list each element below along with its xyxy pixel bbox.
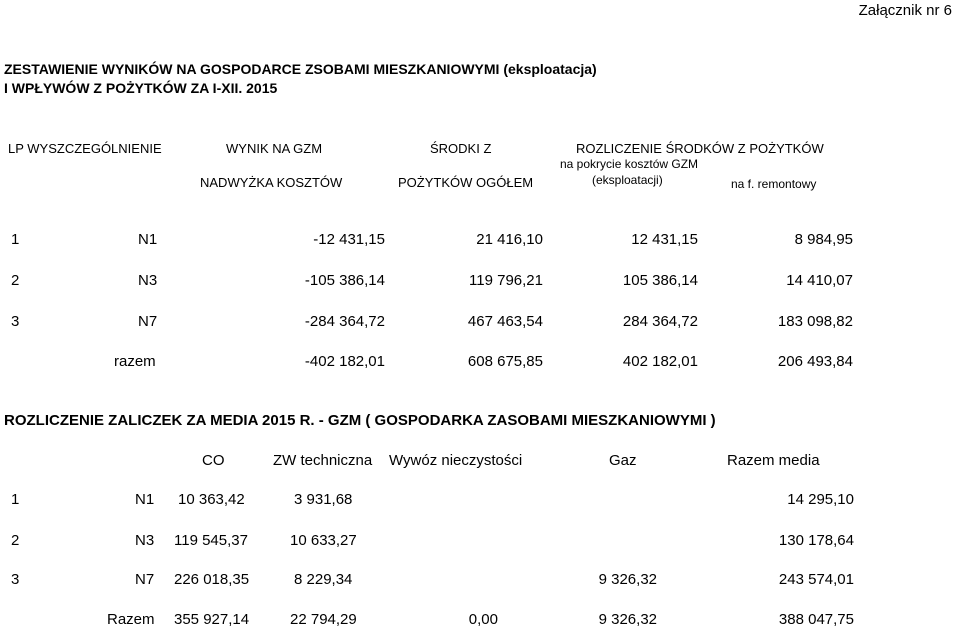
total-gaz: 9 326,32	[598, 611, 657, 628]
header-zw: ZW techniczna	[273, 452, 373, 469]
row-name: N1	[135, 491, 155, 508]
row-name: N7	[138, 313, 158, 330]
row-wynik: -12 431,15	[313, 231, 385, 248]
header-wywoz: Wywóz nieczystości	[389, 452, 523, 469]
row-remont: 14 410,07	[786, 272, 853, 289]
table-row	[0, 491, 960, 509]
row-srodki: 467 463,54	[467, 313, 543, 330]
total-row	[0, 611, 960, 629]
row-gaz: 9 326,32	[598, 571, 657, 588]
row-lp: 3	[11, 313, 20, 330]
row-razem: 130 178,64	[778, 532, 854, 549]
total-row	[0, 353, 960, 371]
row-srodki: 21 416,10	[476, 231, 543, 248]
total-pokrycie: 402 182,01	[622, 353, 698, 370]
row-co: 119 545,37	[174, 532, 248, 549]
total-razem: 388 047,75	[778, 611, 854, 628]
header-remontowy: na f. remontowy	[731, 177, 817, 191]
row-name: N3	[138, 272, 158, 289]
table-row	[0, 231, 960, 249]
total-remont: 206 493,84	[777, 353, 853, 370]
row-name: N3	[135, 532, 155, 549]
total-co: 355 927,14	[174, 611, 250, 628]
row-lp: 2	[11, 532, 20, 549]
row-name: N1	[138, 231, 158, 248]
row-razem: 243 574,01	[778, 571, 854, 588]
row-remont: 8 984,95	[794, 231, 853, 248]
table-row	[0, 272, 960, 290]
row-lp: 1	[11, 491, 20, 508]
header-srodki: ŚRODKI Z	[430, 141, 492, 156]
media-title: ROZLICZENIE ZALICZEK ZA MEDIA 2015 R. - GZM ( GOSPODARKA ZASOBAMI MIESZKANIOWYMI )	[4, 412, 716, 429]
header-wynik: WYNIK NA GZM	[226, 141, 323, 156]
total-wynik: -402 182,01	[304, 353, 385, 370]
row-name: N7	[135, 571, 155, 588]
header-rozliczenie: ROZLICZENIE ŚRODKÓW Z POŻYTKÓW	[576, 141, 824, 156]
header-pozytkow-ogolem: POŻYTKÓW OGÓŁEM	[398, 175, 534, 190]
header-nadwyzka: NADWYŻKA KOSZTÓW	[200, 175, 343, 190]
row-zw: 10 633,27	[290, 532, 357, 549]
header-gaz: Gaz	[609, 452, 637, 469]
row-co: 10 363,42	[178, 491, 245, 508]
row-zw: 8 229,34	[294, 571, 353, 588]
total-wywoz: 0,00	[468, 611, 498, 628]
attachment-label: Załącznik nr 6	[858, 2, 952, 19]
header-razem: Razem media	[727, 452, 820, 469]
row-lp: 1	[11, 231, 20, 248]
row-co: 226 018,35	[174, 571, 250, 588]
row-pokrycie: 284 364,72	[622, 313, 698, 330]
total-srodki: 608 675,85	[467, 353, 543, 370]
row-pokrycie: 105 386,14	[622, 272, 698, 289]
row-pokrycie: 12 431,15	[631, 231, 698, 248]
row-razem: 14 295,10	[787, 491, 854, 508]
total-zw: 22 794,29	[290, 611, 357, 628]
row-wynik: -284 364,72	[304, 313, 385, 330]
total-label: Razem	[107, 611, 155, 628]
document-title-line1: ZESTAWIENIE WYNIKÓW NA GOSPODARCE ZSOBAMI MIESZKANIOWYMI (eksploatacja)	[4, 61, 597, 77]
row-srodki: 119 796,21	[469, 272, 543, 289]
header-co: CO	[202, 452, 225, 469]
table-row	[0, 532, 960, 550]
table-row	[0, 571, 960, 589]
row-wynik: -105 386,14	[304, 272, 385, 289]
header-lp-description: LP WYSZCZEGÓLNIENIE	[8, 141, 162, 156]
total-label: razem	[114, 353, 156, 370]
document-title-line2: I WPŁYWÓW Z POŻYTKÓW ZA I-XII. 2015	[4, 80, 278, 96]
row-lp: 3	[11, 571, 20, 588]
row-lp: 2	[11, 272, 20, 289]
header-pokrycie: na pokrycie kosztów GZM	[560, 157, 699, 171]
table-row	[0, 313, 960, 331]
row-zw: 3 931,68	[294, 491, 353, 508]
header-eksploatacji: (eksploatacji)	[592, 173, 663, 187]
row-remont: 183 098,82	[777, 313, 853, 330]
media-header-row	[0, 452, 960, 470]
